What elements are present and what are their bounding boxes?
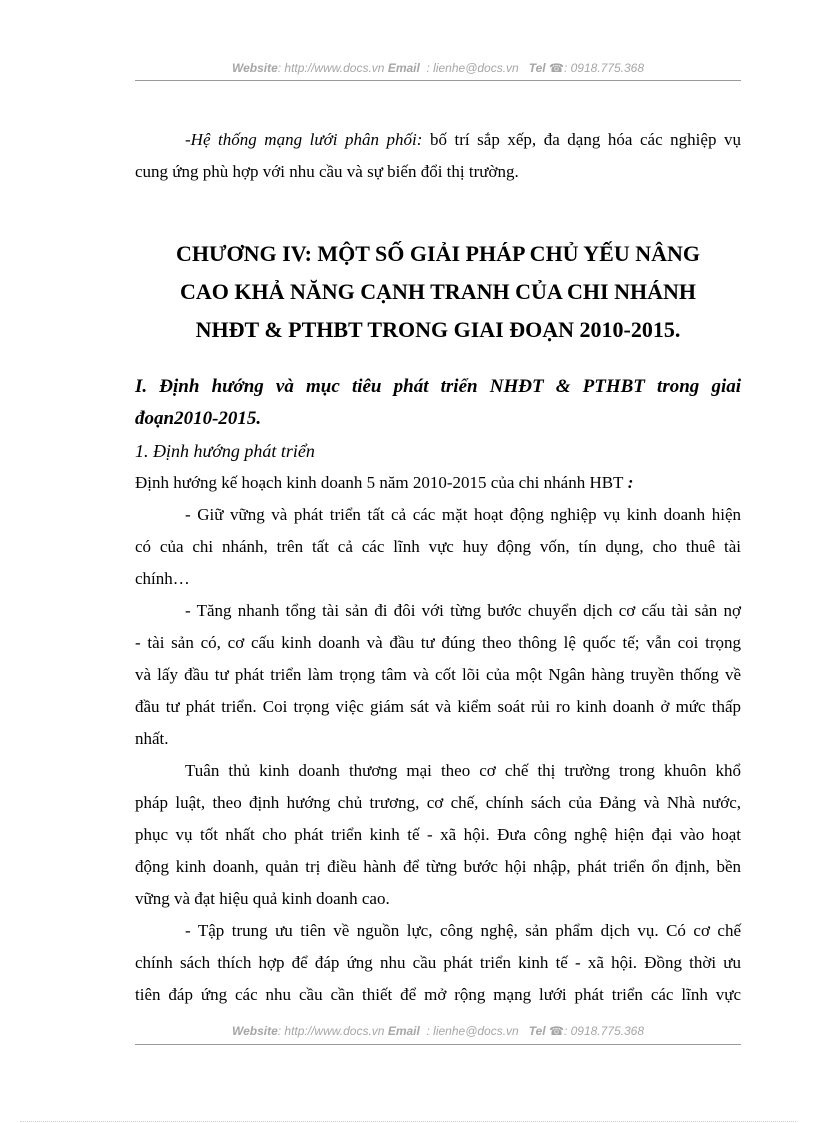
p4-line-2: chính sách thích hợp để đáp ứng nhu cầu phát triển kinh tế - xã hội. Đồng thời ưu	[135, 953, 741, 972]
header-email-label: Email	[387, 61, 420, 75]
lead-line	[135, 467, 741, 499]
phone-icon: ☎	[549, 61, 564, 75]
header-tel-value: : 0918.775.368	[563, 61, 645, 75]
chapter-line-2: CAO KHẢ NĂNG CẠNH TRANH CỦA CHI NHÁNH	[179, 279, 696, 304]
chapter-line-3: NHĐT & PTHBT TRONG GIAI ĐOẠN 2010-2015.	[195, 317, 681, 342]
p4-line-1: - Tập trung ưu tiên về nguồn lực, công nghệ, sản phẩm dịch vụ. Có cơ chế	[185, 921, 741, 940]
lead-text: Định hướng kế hoạch kinh doanh 5 năm 2010-2015 của chi nhánh HBT	[135, 473, 624, 492]
p1-line-2: có của chi nhánh, trên tất cả các lĩnh vực huy động vốn, tín dụng, cho thuê tài	[135, 537, 741, 556]
footer-rule	[135, 1044, 741, 1045]
page-header	[135, 61, 741, 75]
intro-italic: -Hệ thống mạng lưới phân phối:	[185, 130, 423, 149]
footer-tel-value: : 0918.775.368	[563, 1024, 645, 1038]
p2-line-3: và lấy đầu tư phát triển làm trọng tâm và cốt lõi của một Ngân hàng truyền thống về	[135, 665, 741, 684]
header-rule	[135, 80, 741, 81]
page-footer	[135, 1024, 741, 1038]
footer-email-value: : lienhe@docs.vn	[426, 1024, 519, 1038]
subsection-heading: 1. Định hướng phát triển	[135, 441, 315, 461]
header-website-label: Website	[231, 61, 278, 75]
p1-line-1: - Giữ vững và phát triển tất cả các mặt hoạt động nghiệp vụ kinh doanh hiện	[185, 505, 741, 524]
chapter-title	[135, 235, 741, 349]
intro-line-1	[135, 124, 741, 156]
intro-block	[135, 124, 741, 188]
page-edge-divider	[20, 1121, 796, 1122]
intro-rest: bố trí sắp xếp, đa dạng hóa các nghiệp vụ	[422, 130, 741, 149]
p4-line-3: tiên đáp ứng các nhu cầu cần thiết để mở rộng mạng lưới phát triển các lĩnh vực	[135, 985, 741, 1004]
section-heading-line-1: I. Định hướng và mục tiêu phát triển NHĐT & PTHBT trong giai	[135, 376, 741, 397]
section-heading-line-2: đoạn2010-2015.	[135, 408, 262, 429]
p3-line-5: vững và đạt hiệu quả kinh doanh cao.	[135, 889, 390, 908]
p3-line-1: Tuân thủ kinh doanh thương mại theo cơ chế thị trường trong khuôn khổ	[185, 761, 741, 780]
footer-website-value: : http://www.docs.vn	[277, 1024, 385, 1038]
footer-tel-label: Tel	[528, 1024, 546, 1038]
p1-line-3: chính…	[135, 569, 190, 588]
footer-email-label: Email	[387, 1024, 420, 1038]
lead-colon: :	[623, 473, 634, 492]
intro-line-2: cung ứng phù hợp với nhu cầu và sự biến đổi thị trường.	[135, 162, 519, 181]
phone-icon: ☎	[549, 1024, 564, 1038]
p3-line-2: pháp luật, theo định hướng chủ trương, cơ chế, chính sách của Đảng và Nhà nước,	[135, 793, 741, 812]
p2-line-4: đầu tư phát triển. Coi trọng việc giám sát và kiểm soát rủi ro kinh doanh ở mức thấp	[135, 697, 741, 716]
p3-line-4: động kinh doanh, quản trị điều hành để từng bước hội nhập, phát triển ổn định, bền	[135, 857, 741, 876]
header-email-value: : lienhe@docs.vn	[426, 61, 519, 75]
p2-line-5: nhất.	[135, 729, 169, 748]
p3-line-3: phục vụ tốt nhất cho phát triển kinh tế - xã hội. Đưa công nghệ hiện đại vào hoạt	[135, 825, 741, 844]
main-body	[135, 371, 741, 1011]
p2-line-1: - Tăng nhanh tổng tài sản đi đôi với từng bước chuyển dịch cơ cấu tài sản nợ	[185, 601, 741, 620]
p2-line-2: - tài sản có, cơ cấu kinh doanh và đầu tư đúng theo thông lệ quốc tế; vẫn coi trọng	[135, 633, 741, 652]
footer-website-label: Website	[231, 1024, 278, 1038]
header-website-value: : http://www.docs.vn	[277, 61, 385, 75]
chapter-line-1: CHƯƠNG IV: MỘT SỐ GIẢI PHÁP CHỦ YẾU NÂNG	[176, 241, 700, 266]
header-tel-label: Tel	[528, 61, 546, 75]
